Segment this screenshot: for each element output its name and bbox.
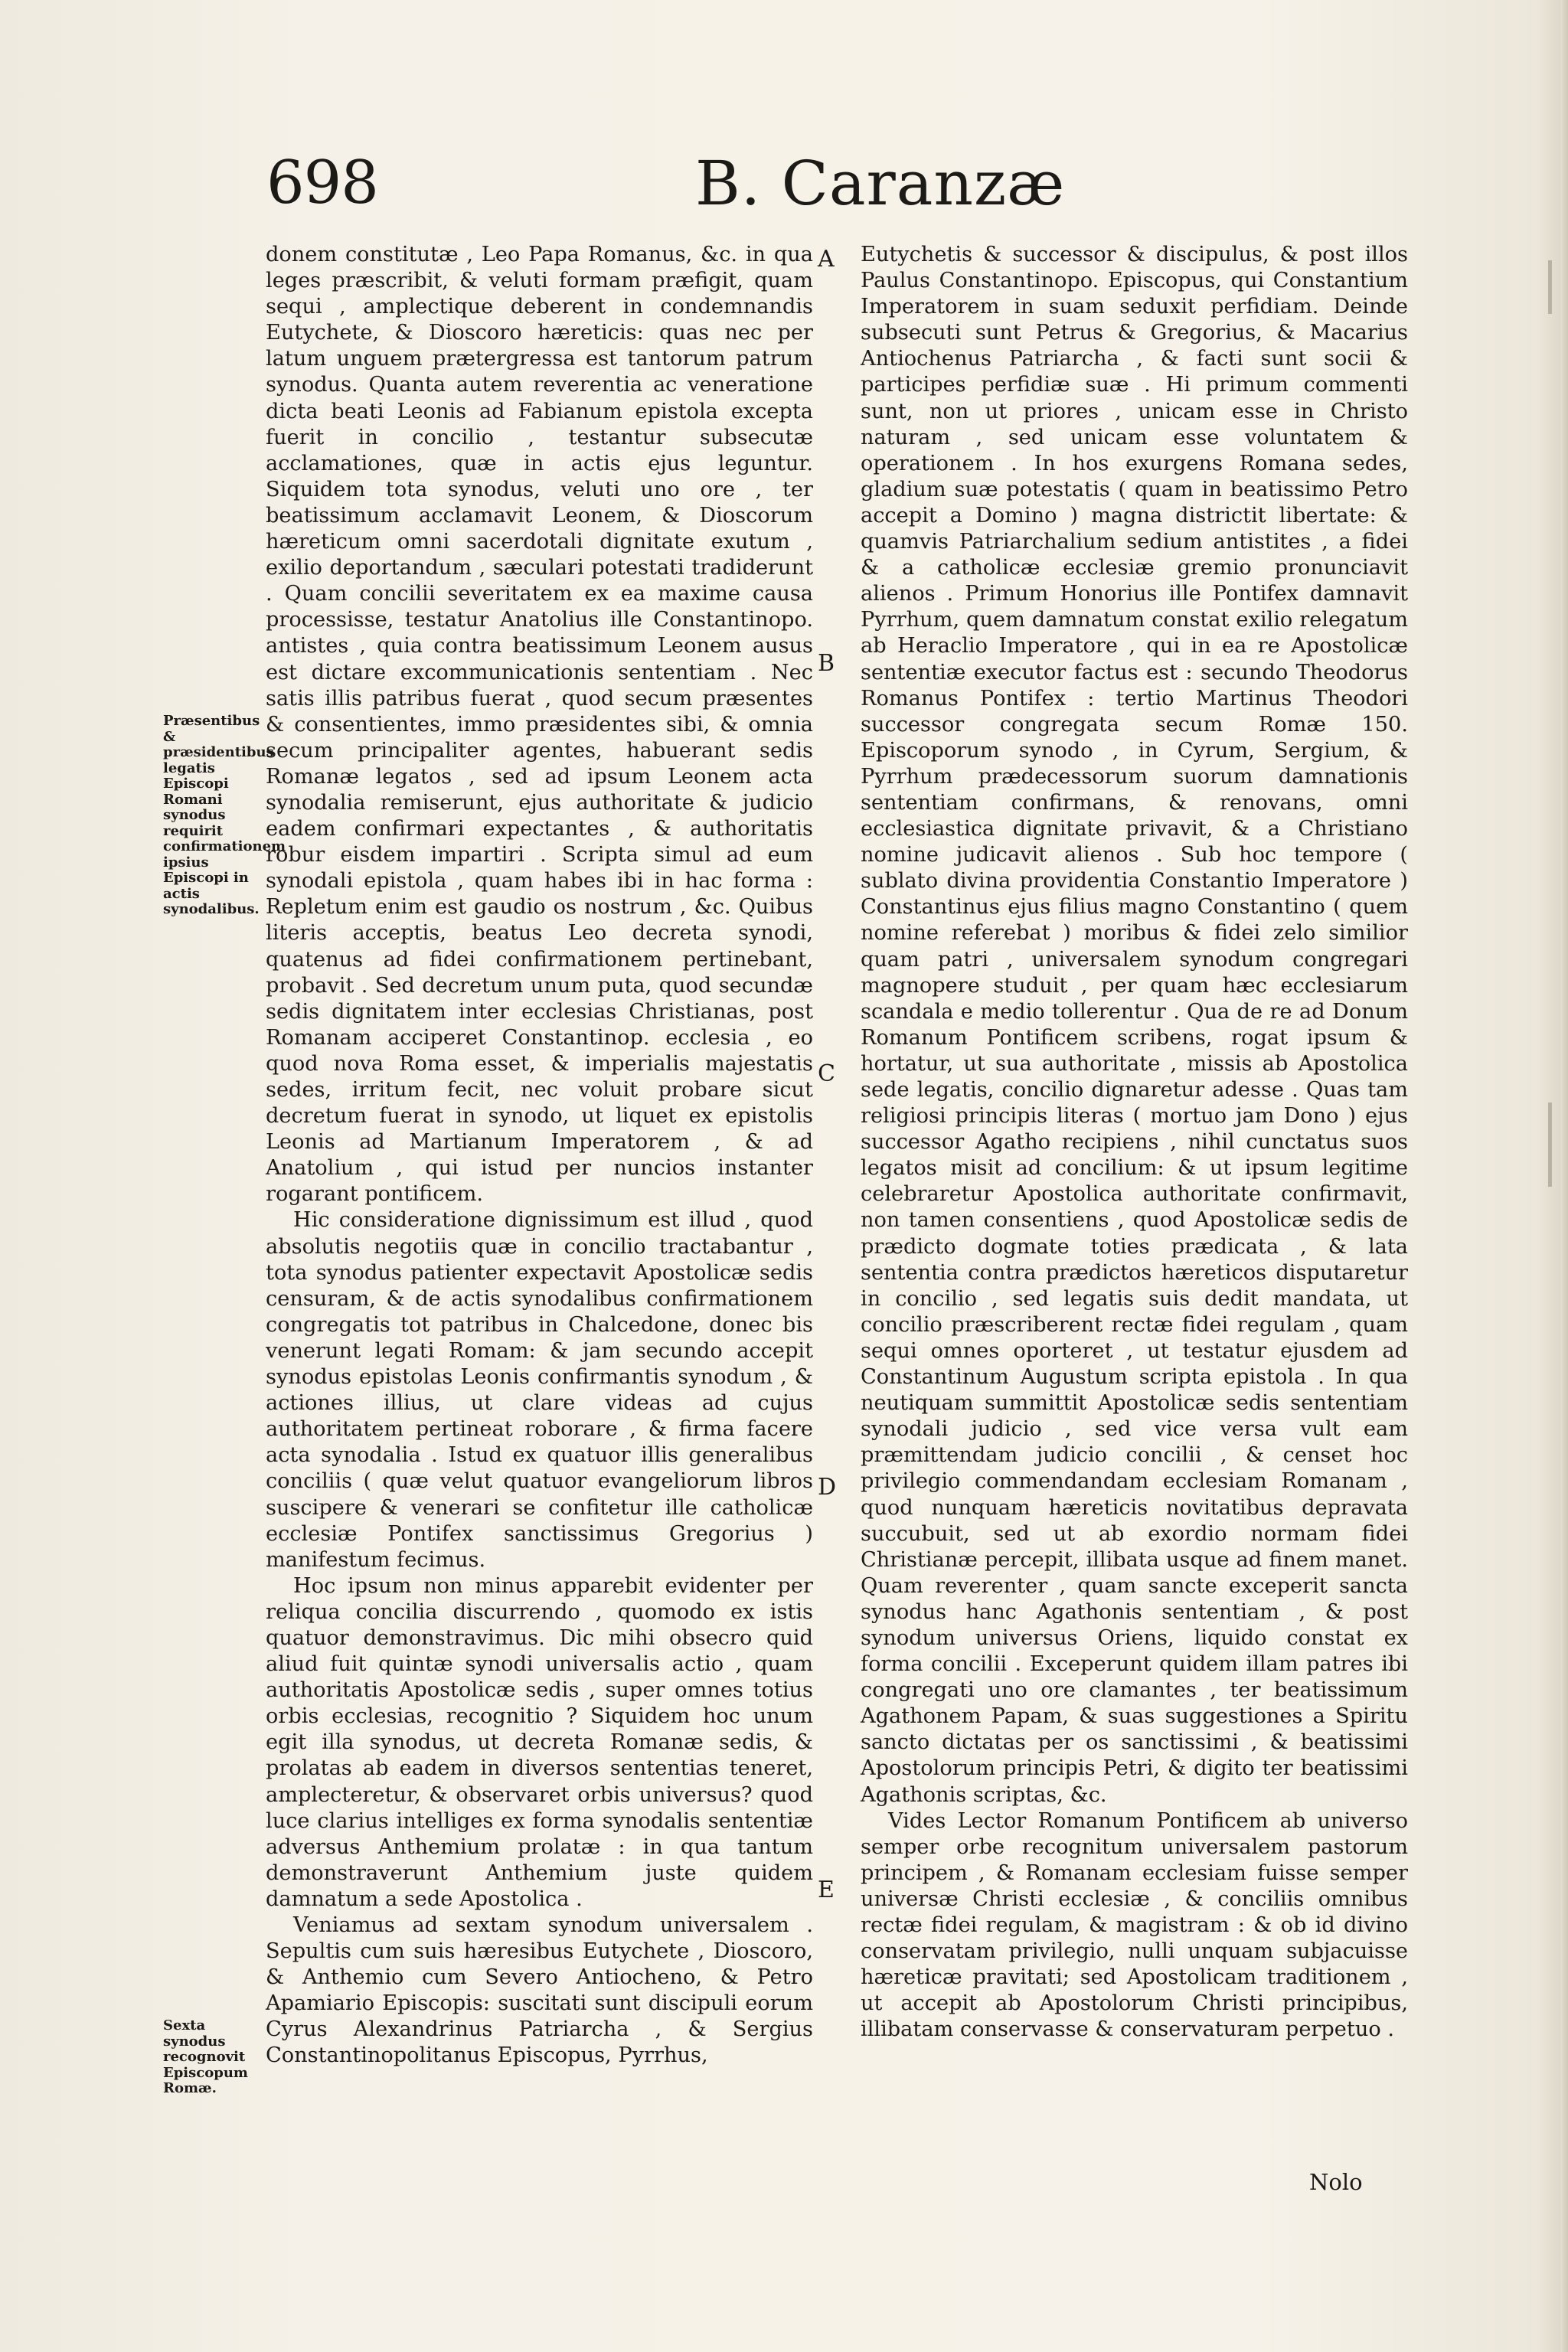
section-marker-b: B	[818, 650, 835, 677]
paragraph: donem constitutæ , Leo Papa Romanus, &c. in qua leges præscribit, & veluti formam præfigit, quam sequi , amplectique deberent in condemnandis Eutychete, & Dioscoro hæreticis: quas nec per latum unguem prætergressa est tantorum patrum synodus. Quanta autem reverentia ac veneratione dicta beati Leonis ad Fabianum epistola excepta fuerit in concilio , testantur subsecutæ acclamationes, quæ in actis ejus leguntur. Siquidem tota synodus, veluti uno ore , ter beatissimum acclamavit Leonem, & Dioscorum hæreticum omni sacerdotali dignitate exutum , exilio deportandum , sæculari potestati tradiderunt . Quam concilii severitatem ex ea maxime causa processisse, testatur Anatolius ille Constantinopo. antistes , quia contra beatissimum Leonem ausus est dictare excommunicationis sententiam . Nec satis illis patribus fuerat , quod secum præsentes & consentientes, immo præsidentes sibi, & omnia secum principaliter agentes, habuerant sedis Romanæ legatos , sed ad ipsum Leonem acta synodalia remiserunt, ejus authoritate & judicio eadem confirmari expectantes , & authoritatis robur eisdem impartiri . Scripta simul ad eum synodali epistola , quam habes ibi in hac forma : Repletum enim est gaudio os nostrum , &c. Quibus literis acceptis, beatus Leo decreta synodi, quatenus ad fidei confirmationem pertinebant, probavit . Sed decretum unum puta, quod secundæ sedis dignitatem inter ecclesias Christianas, post Romanam acciperet Constantinop. ecclesia , eo quod nova Roma esset, & imperialis majestatis sedes, irritum fecit, nec voluit probare sicut decretum fuerat in synodo, ut liquet ex epistolis Leonis ad Martianum Imperatorem , & ad Anatolium , qui istud per nuncios instanter rogarant pontificem.	[266, 243, 813, 1207]
paragraph: Vides Lector Romanum Pontificem ab universo semper orbe recognitum universalem pastorum principem , & Romanam ecclesiam fuisse semper universæ Christi ecclesiæ , & conciliis omnibus rectæ fidei regulam, & magistram : & ob id divino conservatam privilegio, nulli unquam subjacuisse hæreticæ pravitati; sed Apostolicam traditionem , ut accepit ab Apostolorum Christi principibus, illibatam conservasse & conservaturam perpetuo .	[861, 1808, 1408, 2042]
section-marker-a: A	[818, 246, 835, 273]
paragraph: Hic consideratione dignissimum est illud , quod absolutis negotiis quæ in concilio tractabantur , tota synodus patienter expectavit Apostolicæ sedis censuram, & de actis synodalibus confirmationem congregatis tot patribus in Chalcedone, donec bis venerunt legati Romam: & jam secundo accepit synodus epistolas Leonis confirmantis synodum , & actiones illius, ut clare videas ad cujus authoritatem pertineat roborare , & firma facere acta synodalia . Istud ex quatuor illis generalibus conciliis ( quæ velut quatuor evangeliorum libros suscipere & venerari se confitetur ille catholicæ ecclesiæ Pontifex sanctissimus Gregorius ) manifestum fecimus.	[266, 1208, 813, 1572]
paragraph: Veniamus ad sextam synodum universalem . Sepultis cum suis hæresibus Eutychete , Dioscoro, & Anthemio cum Severo Antiocheno, & Petro Apamiario Episcopis: suscitati sunt discipuli eorum Cyrus Alexandrinus Patriarcha , & Sergius Constantinopolitanus Episcopus, Pyrrhus,	[266, 1913, 813, 2068]
edge-mark	[1548, 260, 1552, 314]
right-text-column	[861, 242, 1408, 2043]
edge-mark	[1548, 1102, 1552, 1187]
page-edge	[1560, 0, 1568, 2352]
page-number: 698	[266, 149, 378, 217]
paragraph: Eutychetis & successor & discipulus, & post illos Paulus Constantinopo. Episcopus, qui Constantium Imperatorem in suam seduxit perfidiam. Deinde subsecuti sunt Petrus & Gregorius, & Macarius Antiochenus Patriarcha , & facti sunt socii & participes perfidiæ suæ . Hi primum commenti sunt, non ut priores , unicam esse in Christo naturam , sed unicam esse voluntatem & operationem . In hos exurgens Romana sedes, gladium suæ potestatis ( quam in beatissimo Petro accepit a Domino ) magna districtit libertate: & quamvis Patriarchalium sedium antistites , a fidei & a catholicæ ecclesiæ gremio pronunciavit alienos . Primum Honorius ille Pontifex damnavit Pyrrhum, quem damnatum constat exilio relegatum ab Heraclio Imperatore , qui in ea re Apostolicæ sententiæ executor factus est : secundo Theodorus Romanus Pontifex : tertio Martinus Theodori successor congregata secum Romæ 150. Episcoporum synodo , in Cyrum, Sergium, & Pyrrhum prædecessorum suorum damnationis sententiam confirmans, & renovans, omni ecclesiastica dignitate privavit, & a Christiano nomine judicavit alienos . Sub hoc tempore ( sublato divina providentia Constantio Imperatore ) Constantinus ejus filius magno Constantino ( quem nomine referebat ) moribus & fidei zelo similior quam patri , universalem synodum congregari magnopere studuit , per quam hæc ecclesiarum scandala e medio tollerentur . Qua de re ad Donum Romanum Pontificem scribens, rogat ipsum & hortatur, ut sua authoritate , missis ab Apostolica sede legatis, concilio dignaretur adesse . Quas tam religiosi principis literas ( mortuo jam Dono ) ejus successor Agatho recipiens , nihil cunctatus suos legatos misit ad concilium: & ut ipsum legitime celebraretur Apostolica authoritate confirmavit, non tamen consentiens , quod Apostolicæ sedis de prædicto dogmate toties prædicata , & lata sententia contra prædictos hæreticos disputaretur in concilio , sed legatis suis dedit mandata, ut concilio præscriberent rectæ fidei regulam , quam sequi omnes oporteret , ut testatur ejusdem ad Constantinum Augustum scripta epistola . In qua neutiquam summittit Apostolicæ sedis sententiam synodali judicio , sed vice versa vult eam præmittendam judicio concilii , & censet hoc privilegio commendandam ecclesiam Romanam , quod nunquam hæreticis novitatibus depravata succubuit, sed ut ab exordio normam fidei Christianæ percepit, illibata usque ad finem manet. Quam reverenter , quam sancte exceperit sancta synodus hanc Agathonis sententiam , & post synodum universus Oriens, liquido constat ex forma concilii . Exceperunt quidem illam patres ibi congregati uno ore clamantes , ter beatissimum Agathonem Papam, & suas suggestiones a Spiritu sancto dictatas per os sanctissimi , & beatissimi Apostolorum principis Petri, & digito ter beatissimi Agathonis scriptas, &c.	[861, 243, 1408, 1807]
section-marker-c: C	[818, 1060, 835, 1087]
running-title: B. Caranzæ	[695, 148, 1066, 219]
paragraph: Hoc ipsum non minus apparebit evidenter per reliqua concilia discurrendo , quomodo ex istis quatuor demonstravimus. Dic mihi obsecro quid aliud fuit quintæ synodi universalis actio , quam authoritatis Apostolicæ sedis , super omnes totius orbis ecclesias, recognitio ? Siquidem hoc unum egit illa synodus, ut decreta Romanæ sedis, & prolatas ab eadem in diversos sententias teneret, amplecteretur, & observaret orbis universus? quod luce clarius intelliges ex forma synodalis sententiæ adversus Anthemium prolatæ : in qua tantum demonstraverunt Anthemium juste quidem damnatum a sede Apostolica .	[266, 1573, 813, 1911]
catchword: Nolo	[1309, 2169, 1363, 2195]
margin-note: Præsentibus & præsidentibus legatis Episcopi Romani synodus requirit confirmationem ipsius Episcopi in actis synodalibus.	[163, 713, 286, 917]
section-marker-d: D	[818, 1474, 837, 1501]
section-marker-e: E	[818, 1877, 835, 1903]
margin-note: Sexta synodus recognovit Episcopum Romæ.	[163, 2017, 248, 2096]
left-text-column	[266, 242, 813, 2069]
